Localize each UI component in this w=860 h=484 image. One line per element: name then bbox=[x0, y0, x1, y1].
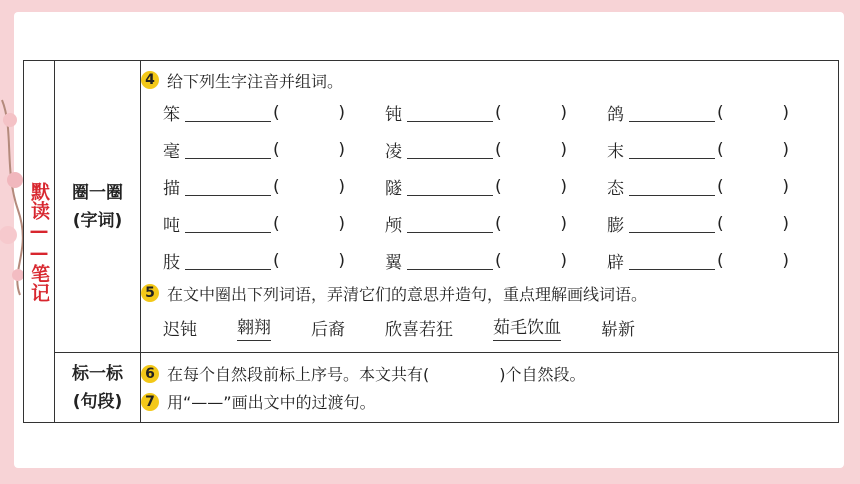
char: 末 bbox=[607, 142, 624, 162]
char-cell[interactable] bbox=[607, 137, 829, 162]
char: 辟 bbox=[607, 253, 624, 273]
grid-row bbox=[163, 168, 838, 205]
vocab-word[interactable]: 迟钝 bbox=[163, 319, 197, 340]
word-paren[interactable]: ( ) bbox=[273, 176, 345, 197]
grid-row bbox=[163, 94, 838, 131]
word-paren[interactable]: ( ) bbox=[495, 176, 567, 197]
question-6-text-before: 在每个自然段前标上序号。本文共有( bbox=[167, 365, 430, 384]
vocab-word[interactable]: 崭新 bbox=[601, 319, 635, 340]
word-paren[interactable]: ( ) bbox=[717, 176, 789, 197]
question-6-text-after: )个自然段。 bbox=[499, 365, 586, 384]
category-cell-words bbox=[55, 61, 141, 353]
category-cell-sentences bbox=[55, 353, 141, 423]
number-badge: 7 bbox=[141, 393, 159, 411]
question-4 bbox=[141, 66, 838, 94]
char-cell[interactable] bbox=[607, 100, 829, 125]
side-label: 默读——笔记 bbox=[28, 181, 50, 302]
char: 吨 bbox=[163, 216, 180, 236]
char: 肢 bbox=[163, 253, 180, 273]
word-paren[interactable]: ( ) bbox=[495, 250, 567, 271]
char-cell[interactable] bbox=[607, 248, 829, 273]
vocab-word-underlined[interactable]: 翱翔 bbox=[237, 313, 271, 341]
pinyin-blank[interactable] bbox=[629, 103, 715, 122]
vocab-word[interactable]: 后裔 bbox=[311, 319, 345, 340]
char: 描 bbox=[163, 179, 180, 199]
pinyin-blank[interactable] bbox=[629, 214, 715, 233]
char: 膨 bbox=[607, 216, 624, 236]
word-paren[interactable]: ( ) bbox=[273, 139, 345, 160]
word-paren[interactable]: ( ) bbox=[717, 250, 789, 271]
char-cell[interactable] bbox=[163, 174, 385, 199]
question-5-text: 在文中圈出下列词语，弄清它们的意思并造句，重点理解画线词语。 bbox=[167, 284, 648, 304]
pinyin-blank[interactable] bbox=[407, 140, 493, 159]
char: 态 bbox=[607, 179, 624, 199]
worksheet-table bbox=[23, 60, 839, 423]
char: 凌 bbox=[385, 142, 402, 162]
word-paren[interactable]: ( ) bbox=[273, 250, 345, 271]
char-cell[interactable] bbox=[163, 211, 385, 236]
grid-row bbox=[163, 205, 838, 242]
word-paren[interactable]: ( ) bbox=[273, 213, 345, 234]
question-5 bbox=[141, 279, 838, 307]
char: 鸽 bbox=[607, 105, 624, 125]
word-paren[interactable]: ( ) bbox=[717, 102, 789, 123]
vocab-word-underlined[interactable]: 茹毛饮血 bbox=[493, 313, 561, 341]
char: 隧 bbox=[385, 179, 402, 199]
char-cell[interactable] bbox=[163, 137, 385, 162]
char: 毫 bbox=[163, 142, 180, 162]
pinyin-blank[interactable] bbox=[185, 103, 271, 122]
char: 笨 bbox=[163, 105, 180, 125]
pinyin-blank[interactable] bbox=[407, 214, 493, 233]
char-cell[interactable] bbox=[607, 211, 829, 236]
word-paren[interactable]: ( ) bbox=[717, 139, 789, 160]
side-label-cell bbox=[24, 61, 55, 423]
char-cell[interactable] bbox=[607, 174, 829, 199]
char-cell[interactable] bbox=[385, 248, 607, 273]
char: 颅 bbox=[385, 216, 402, 236]
question-7-text: 用“——”画出文中的过渡句。 bbox=[167, 393, 376, 412]
pinyin-blank[interactable] bbox=[629, 177, 715, 196]
words-content bbox=[141, 61, 839, 353]
pinyin-blank[interactable] bbox=[185, 214, 271, 233]
pinyin-blank[interactable] bbox=[407, 251, 493, 270]
char: 翼 bbox=[385, 253, 402, 273]
vocabulary-list bbox=[141, 307, 838, 347]
category-subtitle: (字词) bbox=[72, 210, 123, 231]
pinyin-blank[interactable] bbox=[629, 251, 715, 270]
question-4-text: 给下列生字注音并组词。 bbox=[167, 71, 344, 91]
pinyin-blank[interactable] bbox=[629, 140, 715, 159]
category-title: 圈一圈 bbox=[72, 182, 123, 203]
word-paren[interactable]: ( ) bbox=[495, 102, 567, 123]
pinyin-blank[interactable] bbox=[185, 177, 271, 196]
sentences-content bbox=[141, 353, 839, 423]
pinyin-blank[interactable] bbox=[407, 177, 493, 196]
char-cell[interactable] bbox=[163, 248, 385, 273]
pinyin-blank[interactable] bbox=[407, 103, 493, 122]
vocab-word[interactable]: 欣喜若狂 bbox=[385, 319, 453, 340]
char-cell[interactable] bbox=[385, 137, 607, 162]
char-cell[interactable] bbox=[385, 100, 607, 125]
word-paren[interactable]: ( ) bbox=[273, 102, 345, 123]
category-subtitle: (句段) bbox=[72, 391, 123, 412]
word-paren[interactable]: ( ) bbox=[717, 213, 789, 234]
pinyin-blank[interactable] bbox=[185, 140, 271, 159]
char-cell[interactable] bbox=[385, 174, 607, 199]
question-6 bbox=[141, 360, 838, 388]
word-paren[interactable]: ( ) bbox=[495, 213, 567, 234]
grid-row bbox=[163, 242, 838, 279]
char: 钝 bbox=[385, 105, 402, 125]
question-7 bbox=[141, 388, 838, 416]
grid-row bbox=[163, 131, 838, 168]
word-paren[interactable]: ( ) bbox=[495, 139, 567, 160]
char-cell[interactable] bbox=[163, 100, 385, 125]
number-badge: 6 bbox=[141, 365, 159, 383]
character-grid bbox=[141, 94, 838, 279]
number-badge: 4 bbox=[141, 71, 159, 89]
pinyin-blank[interactable] bbox=[185, 251, 271, 270]
char-cell[interactable] bbox=[385, 211, 607, 236]
category-title: 标一标 bbox=[72, 363, 123, 384]
number-badge: 5 bbox=[141, 284, 159, 302]
